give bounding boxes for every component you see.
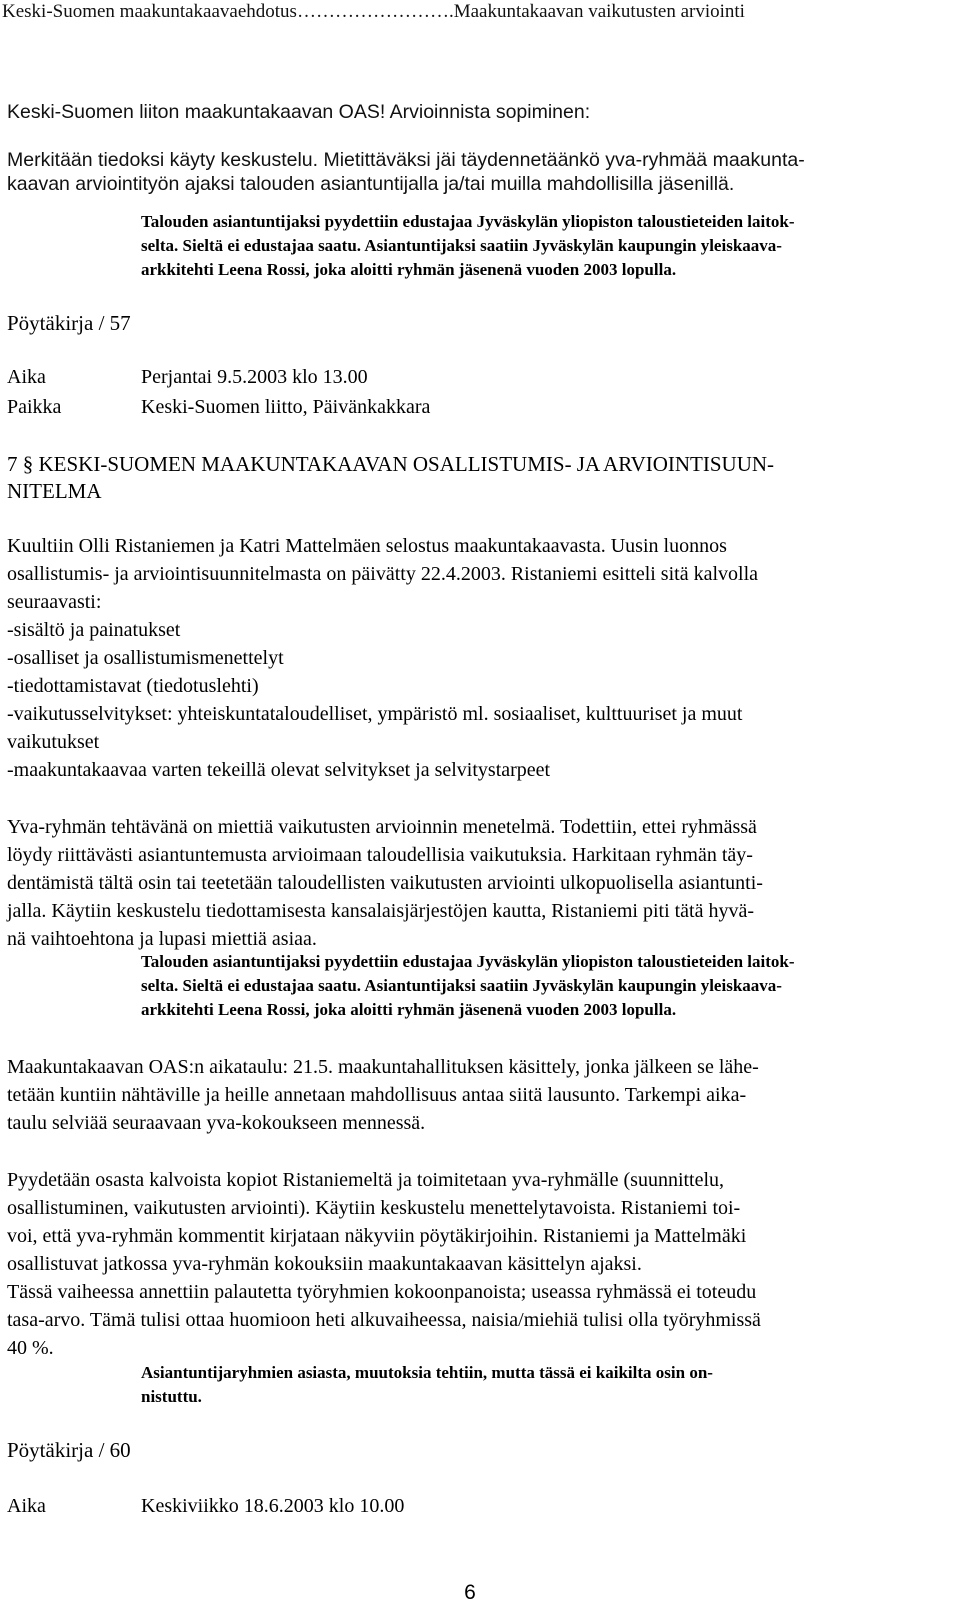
running-header-text: Keski-Suomen maakuntakaavaehdotus…………………….Maakuntakaavan vaikutusten arviointi xyxy=(2,1,745,22)
time-value: Keskiviikko 18.6.2003 klo 10.00 xyxy=(141,1495,405,1517)
paragraph-line: Maakuntakaavan OAS:n aikataulu: 21.5. maakuntahallituksen käsittely, jonka jälkeen se lähe- xyxy=(7,1056,759,1078)
intro-line: Merkitään tiedoksi käyty keskustelu. Mietittäväksi jäi täydennetäänkö yva-ryhmää maakunta- xyxy=(7,149,805,171)
paragraph-line: osallistuvat jatkossa yva-ryhmän kokouksiin maakuntakaavan käsittelyn ajaksi. xyxy=(7,1253,642,1275)
paragraph-line: jalla. Käytiin keskustelu tiedottamisesta kansalaisjärjestöjen kautta, Ristaniemi piti tätä hyvä- xyxy=(7,900,755,922)
intro-note-line: selta. Sieltä ei edustajaa saatu. Asiantuntijaksi saatiin Jyväskylän kaupungin yleiskaava- xyxy=(141,236,782,255)
note-line: Talouden asiantuntijaksi pyydettiin edustajaa Jyväskylän yliopiston taloustieteiden laitok- xyxy=(141,952,795,971)
minutes-heading-57: Pöytäkirja / 57 xyxy=(7,311,131,335)
minutes-heading-60: Pöytäkirja / 60 xyxy=(7,1438,131,1462)
paragraph-line: dentämistä tältä osin tai teetetään taloudellisten vaikutusten arviointi ulkopuolisella asiantunti- xyxy=(7,872,763,894)
intro-note-line: Talouden asiantuntijaksi pyydettiin edustajaa Jyväskylän yliopiston taloustieteiden laitok- xyxy=(141,212,795,231)
list-item: -sisältö ja painatukset xyxy=(7,619,181,641)
note-line: selta. Sieltä ei edustajaa saatu. Asiantuntijaksi saatiin Jyväskylän kaupungin yleiskaava- xyxy=(141,976,782,995)
list-item: -vaikutusselvitykset: yhteiskuntataloudelliset, ympäristö ml. sosiaaliset, kulttuuriset ja muut xyxy=(7,703,743,725)
section-heading: 7 § KESKI-SUOMEN MAAKUNTAKAAVAN OSALLISTUMIS- JA ARVIOINTISUUN- xyxy=(7,452,775,476)
paragraph-line: voi, että yva-ryhmän kommentit kirjataan näkyviin pöytäkirjoihin. Ristaniemi ja Mattelmäki xyxy=(7,1225,747,1247)
paragraph-line: nä vaihtoehtona ja lupasi miettiä asiaa. xyxy=(7,928,317,950)
paragraph-line: seuraavasti: xyxy=(7,591,102,613)
section-heading: NITELMA xyxy=(7,479,102,503)
paragraph-line: tasa-arvo. Tämä tulisi ottaa huomioon heti alkuvaiheessa, naisia/miehiä tulisi olla työryhmissä xyxy=(7,1309,761,1331)
time-value: Perjantai 9.5.2003 klo 13.00 xyxy=(141,366,368,388)
note-line: nistuttu. xyxy=(141,1387,202,1406)
list-item: -maakuntakaavaa varten tekeillä olevat selvitykset ja selvitystarpeet xyxy=(7,759,551,781)
paragraph-line: Kuultiin Olli Ristaniemen ja Katri Mattelmäen selostus maakuntakaavasta. Uusin luonnos xyxy=(7,535,727,557)
list-item: vaikutukset xyxy=(7,731,100,753)
time-label: Aika xyxy=(7,366,46,388)
list-item: -osalliset ja osallistumismenettelyt xyxy=(7,647,284,669)
paragraph-line: Tässä vaiheessa annettiin palautetta työryhmien kokoonpanoista; useassa ryhmässä ei toteudu xyxy=(7,1281,757,1303)
paragraph-line: Pyydetään osasta kalvoista kopiot Ristaniemeltä ja toimitetaan yva-ryhmälle (suunnittelu, xyxy=(7,1169,725,1191)
paragraph-line: osallistumis- ja arviointisuunnitelmasta on päivätty 22.4.2003. Ristaniemi esitteli sitä kalvolla xyxy=(7,563,759,585)
paragraph-line: löydy riittävästi asiantuntemusta arvioimaan taloudellisia vaikutuksia. Harkitaan ryhmän täy- xyxy=(7,844,753,866)
time-label: Aika xyxy=(7,1495,46,1517)
place-label: Paikka xyxy=(7,396,62,418)
place-value: Keski-Suomen liitto, Päivänkakkara xyxy=(141,396,431,418)
intro-title: Keski-Suomen liiton maakuntakaavan OAS! Arvioinnista sopiminen: xyxy=(7,101,591,123)
intro-note-line: arkkitehti Leena Rossi, joka aloitti ryhmän jäsenenä vuoden 2003 lopulla. xyxy=(141,260,677,279)
paragraph-line: 40 %. xyxy=(7,1337,54,1359)
page-number: 6 xyxy=(464,1581,476,1604)
note-line: arkkitehti Leena Rossi, joka aloitti ryhmän jäsenenä vuoden 2003 lopulla. xyxy=(141,1000,677,1019)
paragraph-line: Yva-ryhmän tehtävänä on miettiä vaikutusten arvioinnin menetelmä. Todettiin, ettei ryhmässä xyxy=(7,816,757,838)
paragraph-line: osallistuminen, vaikutusten arviointi). Käytiin keskustelu menettelytavoista. Ristaniemi toi- xyxy=(7,1197,741,1219)
paragraph-line: taulu selviää seuraavaan yva-kokoukseen mennessä. xyxy=(7,1112,426,1134)
paragraph-line: tetään kuntiin nähtäville ja heille annetaan mahdollisuus antaa siitä lausunto. Tarkempi aika- xyxy=(7,1084,747,1106)
intro-line: kaavan arviointityön ajaksi talouden asiantuntijalla ja/tai muilla mahdollisilla jäsenillä. xyxy=(7,173,735,195)
list-item: -tiedottamistavat (tiedotuslehti) xyxy=(7,675,259,697)
note-line: Asiantuntijaryhmien asiasta, muutoksia tehtiin, mutta tässä ei kaikilta osin on- xyxy=(141,1363,713,1382)
